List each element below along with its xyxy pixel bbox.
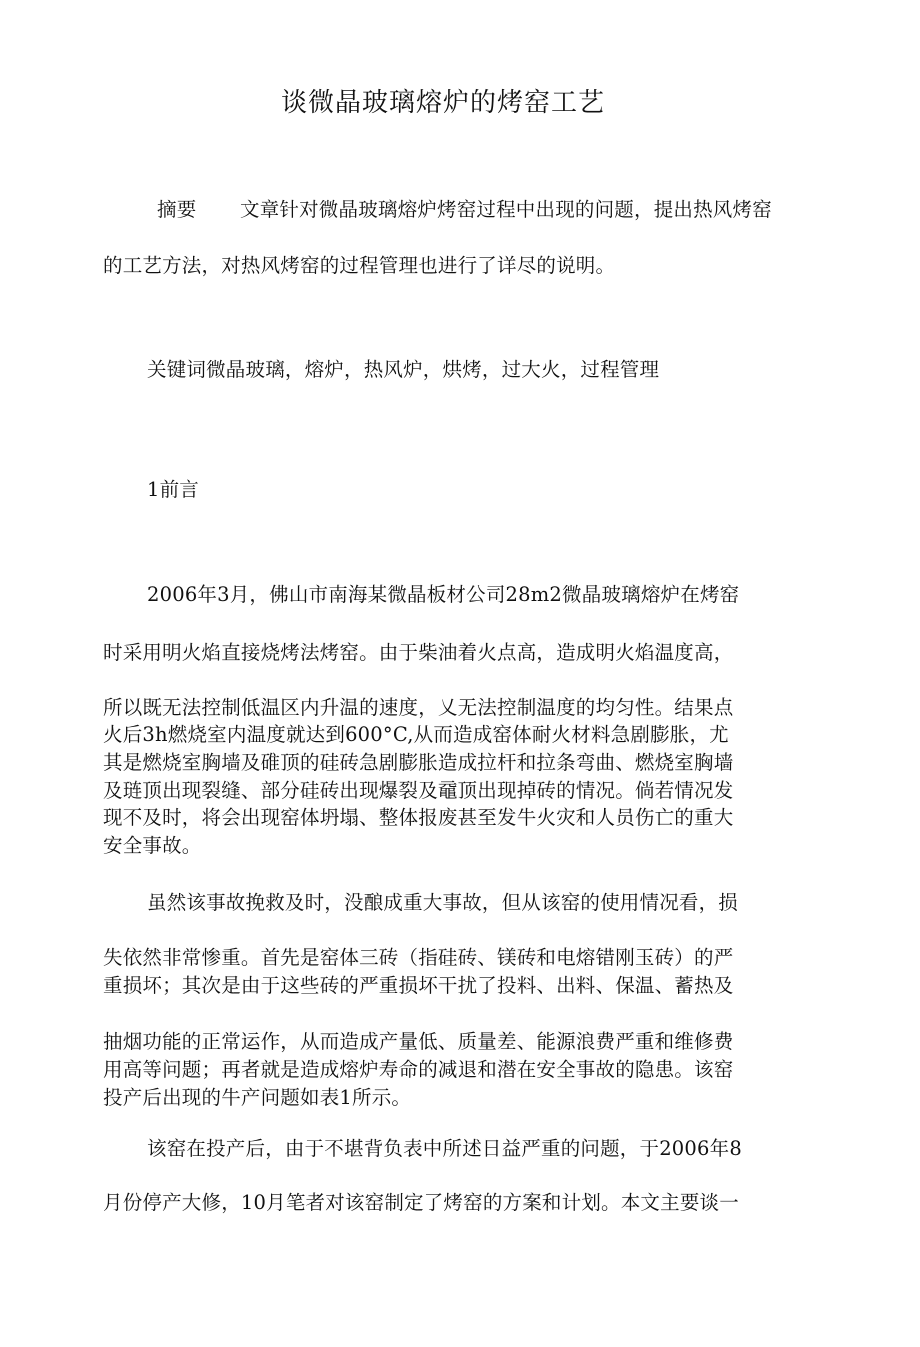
section-heading: 1前言 — [147, 478, 200, 501]
document-title: 谈微晶玻璃熔炉的烤窑工艺 — [281, 88, 606, 118]
paragraph-2-line-5: 用高等问题；再者就是造成熔炉寿命的减退和潜在安全事故的隐患。该窑 — [103, 1058, 734, 1081]
paragraph-2-line-3: 重损坏；其次是由于这些砖的严重损坏干扰了投料、出料、保温、蓄热及 — [103, 974, 734, 997]
paragraph-1-line-8: 安全事故。 — [103, 834, 202, 857]
paragraph-1-line-4: 火后3h燃烧室内温度就达到600°C,从而造成窑体耐火材料急剧膨胀，尤 — [103, 723, 729, 746]
paragraph-2-line-1: 虽然该事故挽救及时，没酿成重大事故，但从该窑的使用情况看，损 — [147, 891, 739, 914]
paragraph-2-line-6: 投产后出现的牛产问题如表1所示。 — [103, 1086, 412, 1109]
paragraph-2-line-2: 失依然非常惨重。首先是窑体三砖（指硅砖、镁砖和电熔错刚玉砖）的严 — [103, 946, 734, 969]
paragraph-1-line-7: 现不及时，将会出现窑体坍塌、整体报废甚至发牛火灾和人员伤亡的重大 — [103, 806, 734, 829]
paragraph-1-line-2: 时采用明火焰直接烧烤法烤窑。由于柴油着火点高，造成明火焰温度高， — [103, 641, 734, 664]
paragraph-1-line-5: 其是燃烧室胸墙及碓顶的硅砖急剧膨胀造成拉杆和拉条弯曲、燃烧室胸墙 — [103, 751, 734, 774]
abstract-label: 摘要 — [157, 198, 197, 221]
paragraph-2-line-4: 抽烟功能的正常运作，从而造成产量低、质量差、能源浪费严重和维修费 — [103, 1030, 734, 1053]
abstract-line-2: 的工艺方法，对热风烤窑的过程管理也进行了详尽的说明。 — [103, 254, 616, 277]
paragraph-1-line-3: 所以既无法控制低温区内升温的速度，乂无法控制温度的均匀性。结果点 — [103, 696, 734, 719]
paragraph-1-line-6: 及琏顶出现裂缝、部分硅砖出现爆裂及黿顶出现掉砖的情况。倘若情况发 — [103, 779, 734, 802]
paragraph-3-line-1: 该窑在投产后，由于不堪背负表中所述日益严重的问题，于2006年8 — [147, 1137, 742, 1160]
keywords-line: 关键词微晶玻璃，熔炉，热风炉，烘烤，过大火，过程管理 — [147, 358, 660, 381]
paragraph-1-line-1: 2006年3月，佛山市南海某微晶板材公司28m2微晶玻璃熔炉在烤窑 — [147, 583, 740, 606]
paragraph-3-line-2: 月份停产大修，10月笔者对该窑制定了烤窑的方案和计划。本文主要谈一 — [103, 1191, 739, 1214]
abstract-line-1: 文章针对微晶玻璃熔炉烤窑过程中出现的问题，提出热风烤窑 — [240, 198, 772, 221]
